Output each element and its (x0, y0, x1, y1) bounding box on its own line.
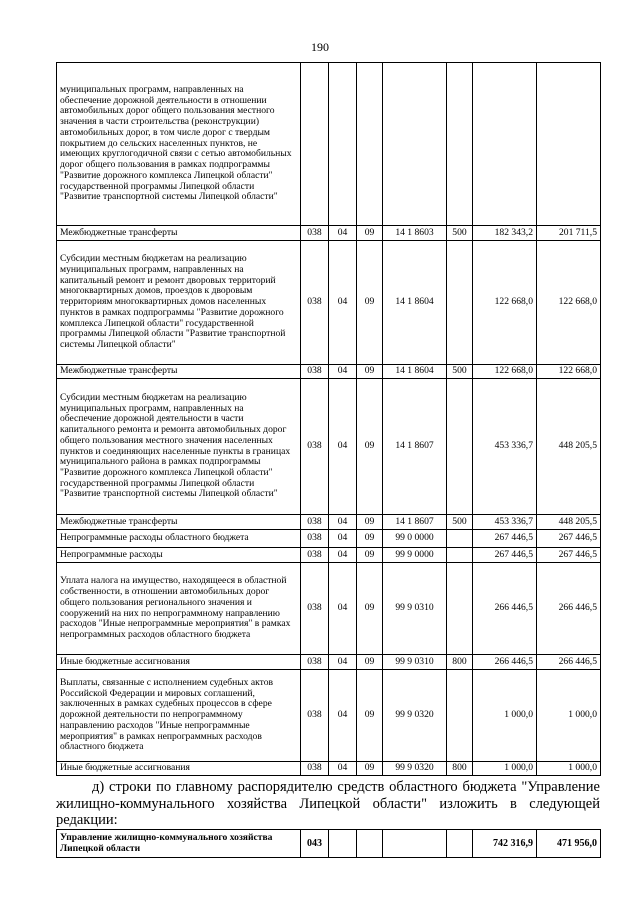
row-name: Выплаты, связанные с исполнением судебных актов Российской Федерации и мировых соглашений, заключенных в рамках судебных процессов в сфере дорожной деятельности по непрограммному направлению расходов "Иные непрограммные мероприятия" в рамках непрограммных расходов областного бюджета (57, 670, 301, 762)
row-name: Субсидии местным бюджетам на реализацию муниципальных программ, направленных на обеспечение дорожной деятельности в части капитального ремонта и ремонта автомобильных дорог общего пользования местного значения населенных пунктов и соединяющих населенные пункты в границах муниципального района в рамках подпрограммы "Развитие дорожного комплекса Липецкой области" государственной программы Липецкой области "Развитие транспортной системы Липецкой области" (57, 379, 301, 515)
ministry-code: 038 (301, 563, 329, 655)
section-code: 04 (329, 365, 357, 379)
amount-year1: 742 316,9 (473, 830, 537, 858)
amount-year2: 1 000,0 (537, 670, 601, 762)
table-row (57, 365, 601, 379)
expense-type-code (447, 670, 473, 762)
ministry-code (301, 63, 329, 226)
ministry-code: 043 (301, 830, 329, 858)
table-row (57, 548, 601, 563)
row-name: Межбюджетные трансферты (57, 226, 301, 241)
ministry-code: 038 (301, 762, 329, 776)
subsection-code: 09 (357, 241, 383, 365)
expense-type-code (447, 548, 473, 563)
subsection-code: 09 (357, 379, 383, 515)
subsection-code: 09 (357, 548, 383, 563)
target-code (383, 830, 447, 858)
target-code: 99 9 0320 (383, 670, 447, 762)
table-row (57, 655, 601, 670)
subsection-code (357, 830, 383, 858)
section-code: 04 (329, 762, 357, 776)
target-code: 14 1 8604 (383, 365, 447, 379)
ministry-code: 038 (301, 226, 329, 241)
target-code: 14 1 8604 (383, 241, 447, 365)
subsection-code: 09 (357, 563, 383, 655)
ministry-code: 038 (301, 655, 329, 670)
amount-year2: 266 446,5 (537, 655, 601, 670)
amount-year1: 453 336,7 (473, 515, 537, 530)
amount-year1: 267 446,5 (473, 530, 537, 548)
expense-type-code: 500 (447, 515, 473, 530)
subsection-code: 09 (357, 226, 383, 241)
expense-type-code (447, 379, 473, 515)
expense-type-code (447, 63, 473, 226)
target-code: 99 9 0310 (383, 563, 447, 655)
subsection-code: 09 (357, 670, 383, 762)
instruction-text: д) строки по главному распорядителю средств областного бюджета "Управление жилищно-коммунального хозяйства Липецкой области" изложить в следующей редакции: (56, 779, 600, 828)
ministry-code: 038 (301, 241, 329, 365)
amount-year2: 1 000,0 (537, 762, 601, 776)
table-row (57, 379, 601, 515)
ministry-code: 038 (301, 365, 329, 379)
table-row (57, 530, 601, 548)
row-name: Субсидии местным бюджетам на реализацию муниципальных программ, направленных на капитальный ремонт и ремонт дворовых территорий многоквартирных домов, проездов к дворовым территориям многоквартирных домов населенных пунктов в рамках подпрограммы "Развитие дорожного комплекса Липецкой области" государственной программы Липецкой области "Развитие транспортной системы Липецкой области" (57, 241, 301, 365)
subsection-code: 09 (357, 762, 383, 776)
replacement-table (56, 829, 601, 858)
budget-table (56, 62, 601, 776)
expense-type-code: 800 (447, 655, 473, 670)
section-code: 04 (329, 530, 357, 548)
amount-year2: 471 956,0 (537, 830, 601, 858)
amount-year1 (473, 63, 537, 226)
expense-type-code (447, 530, 473, 548)
amount-year1: 122 668,0 (473, 365, 537, 379)
ministry-code: 038 (301, 548, 329, 563)
row-name: Иные бюджетные ассигнования (57, 762, 301, 776)
target-code (383, 63, 447, 226)
amount-year2: 448 205,5 (537, 379, 601, 515)
row-name: муниципальных программ, направленных на обеспечение дорожной деятельности в отношении автомобильных дорог общего пользования местного значения в части строительства (реконструкции) автомобильных дорог, в том числе дорог с твердым покрытием до сельских населенных пунктов, не имеющих круглогодичной связи с сетью автомобильных дорог общего пользования в рамках подпрограммы "Развитие дорожного комплекса Липецкой области" государственной программы Липецкой области "Развитие транспортной системы Липецкой области" (57, 63, 301, 226)
section-code: 04 (329, 515, 357, 530)
table-row (57, 762, 601, 776)
section-code: 04 (329, 226, 357, 241)
row-name: Управление жилищно-коммунального хозяйства Липецкой области (57, 830, 301, 858)
subsection-code (357, 63, 383, 226)
amount-year1: 1 000,0 (473, 762, 537, 776)
amount-year1: 453 336,7 (473, 379, 537, 515)
ministry-code: 038 (301, 515, 329, 530)
amount-year2: 267 446,5 (537, 548, 601, 563)
amount-year1: 266 446,5 (473, 563, 537, 655)
table-row (57, 241, 601, 365)
row-name: Уплата налога на имущество, находящееся в областной собственности, в отношении автомобильных дорог общего пользования регионального значения и сооружений на них по непрограммному направлению расходов "Иные непрограммные мероприятия" в рамках непрограммных расходов областного бюджета (57, 563, 301, 655)
amount-year2: 122 668,0 (537, 241, 601, 365)
expense-type-code: 500 (447, 226, 473, 241)
row-name: Непрограммные расходы (57, 548, 301, 563)
target-code: 14 1 8607 (383, 515, 447, 530)
table-row (57, 830, 601, 858)
subsection-code: 09 (357, 515, 383, 530)
row-name: Межбюджетные трансферты (57, 515, 301, 530)
target-code: 99 9 0320 (383, 762, 447, 776)
row-name: Межбюджетные трансферты (57, 365, 301, 379)
expense-type-code: 500 (447, 365, 473, 379)
target-code: 99 9 0310 (383, 655, 447, 670)
amount-year2: 267 446,5 (537, 530, 601, 548)
amount-year1: 182 343,2 (473, 226, 537, 241)
table-row (57, 226, 601, 241)
section-code (329, 830, 357, 858)
target-code: 99 0 0000 (383, 530, 447, 548)
subsection-code: 09 (357, 655, 383, 670)
table-row (57, 670, 601, 762)
section-code: 04 (329, 241, 357, 365)
expense-type-code (447, 563, 473, 655)
section-code (329, 63, 357, 226)
amount-year2: 266 446,5 (537, 563, 601, 655)
ministry-code: 038 (301, 530, 329, 548)
target-code: 14 1 8603 (383, 226, 447, 241)
row-name: Непрограммные расходы областного бюджета (57, 530, 301, 548)
target-code: 14 1 8607 (383, 379, 447, 515)
amount-year1: 267 446,5 (473, 548, 537, 563)
subsection-code: 09 (357, 530, 383, 548)
section-code: 04 (329, 670, 357, 762)
amount-year1: 1 000,0 (473, 670, 537, 762)
amount-year1: 122 668,0 (473, 241, 537, 365)
section-code: 04 (329, 548, 357, 563)
amount-year2: 122 668,0 (537, 365, 601, 379)
expense-type-code (447, 830, 473, 858)
subsection-code: 09 (357, 365, 383, 379)
amount-year2 (537, 63, 601, 226)
table-row (57, 563, 601, 655)
section-code: 04 (329, 563, 357, 655)
table-row (57, 515, 601, 530)
expense-type-code (447, 241, 473, 365)
amount-year2: 448 205,5 (537, 515, 601, 530)
target-code: 99 9 0000 (383, 548, 447, 563)
instruction-paragraph (56, 779, 600, 829)
table-row (57, 63, 601, 226)
row-name: Иные бюджетные ассигнования (57, 655, 301, 670)
amount-year2: 201 711,5 (537, 226, 601, 241)
section-code: 04 (329, 655, 357, 670)
expense-type-code: 800 (447, 762, 473, 776)
amount-year1: 266 446,5 (473, 655, 537, 670)
page-number: 190 (311, 40, 329, 54)
ministry-code: 038 (301, 670, 329, 762)
ministry-code: 038 (301, 379, 329, 515)
section-code: 04 (329, 379, 357, 515)
